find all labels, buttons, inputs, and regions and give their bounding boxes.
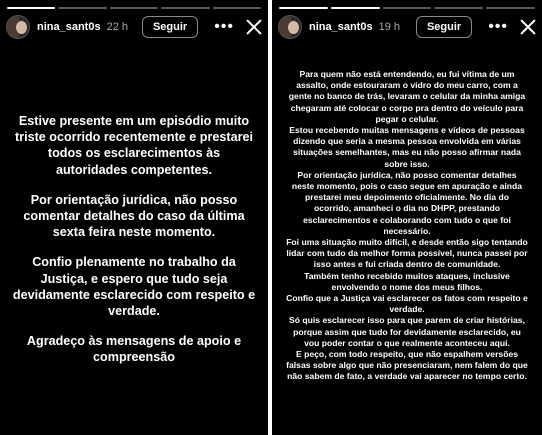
story-paragraph: Foi uma situação muito difícil, e desde então sigo tentando lidar com tudo da melhor forma possível, nunca passei por isso antes e fui criada dentro de comunidade.	[286, 237, 528, 270]
progress-segment	[331, 7, 380, 9]
story-paragraph: E peço, com todo respeito, que não espalhem versões falsas sobre algo que não presenciaram, nem falem do que não sabem de fato, a verdade vai aparecer no tempo certo.	[286, 349, 528, 382]
close-icon[interactable]	[520, 19, 536, 35]
progress-segment	[58, 7, 106, 9]
timestamp: 22 h	[106, 21, 129, 33]
story-paragraph: Confio plenamente no trabalho da Justiça, e espero que tudo seja devidamente esclarecido com respeito e verdade.	[12, 255, 256, 319]
progress-segment	[213, 7, 261, 9]
story-header	[278, 14, 536, 40]
story-paragraph: Agradeço às mensagens de apoio e compreensão	[26, 334, 242, 365]
username[interactable]: nina_sant0s	[37, 21, 101, 33]
timestamp: 19 h	[378, 21, 401, 33]
progress-segment	[279, 7, 328, 9]
progress-segment	[486, 7, 535, 9]
username[interactable]: nina_sant0s	[309, 21, 373, 33]
progress-segment	[383, 7, 432, 9]
avatar[interactable]	[278, 15, 302, 39]
progress-segment	[110, 7, 158, 9]
story-panel-right	[272, 0, 542, 435]
story-paragraph: Para quem não está entendendo, eu fui vítima de um assalto, onde estouraram o vidro do meu carro, com a gente no banco de trás, levaram o celular da minha amiga chegaram até colocar o corpo pra dentro do veículo para pegar o celular.	[288, 69, 526, 124]
progress-bar	[7, 7, 261, 9]
progress-segment	[7, 7, 55, 9]
more-options-icon[interactable]: •••	[488, 18, 508, 35]
avatar[interactable]	[6, 15, 30, 39]
story-paragraph: Também tenho recebido muitos ataques, inclusive envolvendo o nome dos meus filhos.	[304, 270, 510, 292]
follow-button[interactable]: Seguir	[416, 16, 472, 38]
story-paragraph: Só quis esclarecer isso para que parem de criar histórias, porque assim que tudo for devidamente esclarecido, eu vou poder contar o que realmente aconteceu aqui.	[289, 315, 525, 348]
progress-segment	[161, 7, 209, 9]
progress-bar	[279, 7, 535, 9]
story-text	[12, 113, 256, 380]
story-paragraph: Estou recebendo muitas mensagens e vídeos de pessoas dizendo que seria a mesma pessoa envolvida em várias situações semelhantes, mas eu não posso afirmar nada sobre isso.	[289, 125, 525, 169]
follow-button[interactable]: Seguir	[142, 16, 198, 38]
story-paragraph: Por orientação jurídica, não posso comentar detalhes neste momento, pois o caso segue em apuração e ainda prestarei meu depoimento oficialmente. No dia do ocorrido, amanheci o dia no DHPP, prestando esclarecimentos e colaborando com tudo o que foi necessário.	[291, 169, 523, 236]
close-icon[interactable]	[246, 19, 262, 35]
story-header	[6, 14, 262, 40]
progress-segment	[434, 7, 483, 9]
story-paragraph: Confio que a Justiça vai esclarecer os fatos com respeito e verdade.	[286, 293, 528, 315]
more-options-icon[interactable]: •••	[214, 18, 234, 35]
story-text	[286, 69, 528, 383]
story-paragraph: Estive presente em um episódio muito triste ocorrido recentemente e prestarei todos os esclarecimentos às autoridades competentes.	[15, 114, 253, 177]
story-paragraph: Por orientação jurídica, não posso comentar detalhes do caso da última sexta feira neste momento.	[23, 192, 245, 240]
story-panel-left	[0, 0, 268, 435]
